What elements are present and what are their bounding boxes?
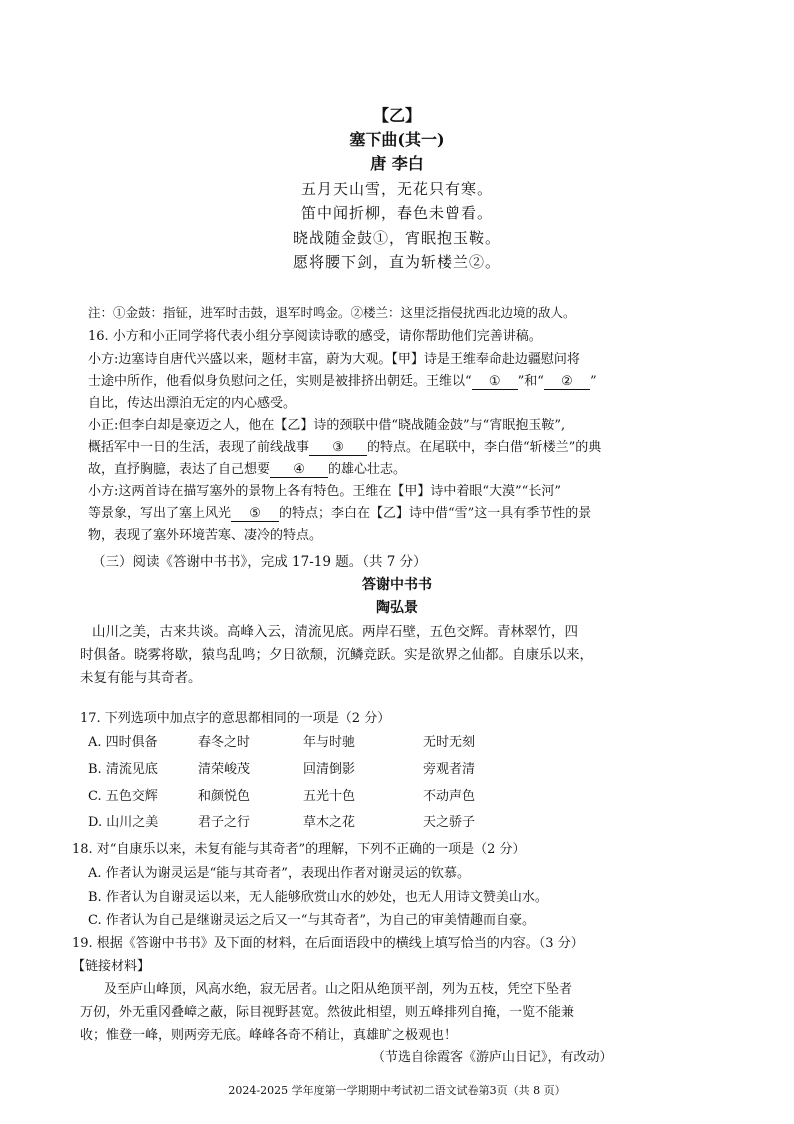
q16-text: 小方:这两首诗在描写塞外的景物上各有特色。王维在【甲】诗中着眼“大漠”“长河”: [88, 484, 561, 499]
passage-line: 未复有能与其奇者。: [80, 670, 202, 686]
q16-text: 物，表现了塞外环境苦寒、凄冷的特点。: [88, 528, 323, 543]
answer-blank[interactable]: ②: [544, 374, 590, 390]
q17-option-a[interactable]: A. 四时俱备 春冬之时 年与时驰 无时无刻: [88, 735, 476, 750]
q16-text: 小方:边塞诗自唐代兴盛以来，题材丰富，蔚为大观。【甲】诗是王维奉命赴边疆慰问将: [88, 352, 580, 367]
page-footer: 2024-2025 学年度第一学期期中考试初二语文试卷第3页（共 8 页）: [228, 1084, 566, 1097]
q16-text: 士途中所作，他看似身负慰问之任，实则是被排挤出朝廷。王维以“ ① ”和“ ② ”: [88, 374, 597, 389]
material-source: （节选自徐霞客《游庐山日记》，有改动）: [372, 1050, 613, 1065]
q18-option-b[interactable]: B. 作者认为自谢灵运以来，无人能够欣赏山水的妙处，也无人用诗文赞美山水。: [88, 890, 548, 905]
q17-option-d[interactable]: D. 山川之美 君子之行 草木之花 天之骄子: [88, 815, 476, 830]
answer-blank[interactable]: ③: [309, 440, 367, 456]
poem-line: 晓战随金鼓①，宵眠抱玉鞍。: [292, 229, 501, 247]
poem-label: 【乙】: [372, 106, 421, 125]
poem-title: 塞下曲(其一): [349, 130, 445, 149]
q16-text: 等景象，写出了塞上风光 ⑤ 的特点；李白在【乙】诗中借“雪”这一具有季节性的景: [88, 506, 592, 521]
text-author: 陶弘景: [376, 600, 418, 616]
q17-stem: 17. 下列选项中加点字的意思都相同的一项是（2 分）: [80, 711, 391, 726]
text-title: 答谢中书书: [362, 577, 432, 593]
material-line: 万仞，外无重冈叠嶂之蔽，际目视野甚宽。然彼此相望，则五峰排列自掩，一览不能兼: [80, 1005, 575, 1020]
passage-line: 时俱备。晓雾将歇，猿鸟乱鸣；夕日欲颓，沉鳞竞跃。实是欲界之仙都。自康乐以来，: [80, 647, 593, 663]
poem-line: 笛中闻折柳，春色未曾看。: [300, 204, 493, 222]
q16-stem: 16. 小方和小正同学将代表小组分享阅读诗歌的感受，请你帮助他们完善讲稿。: [88, 329, 542, 344]
poem-line: 五月天山雪，无花只有寒。: [300, 180, 493, 198]
passage-line: 山川之美，古来共谈。高峰入云，清流见底。两岸石壁，五色交辉。青林翠竹，四: [92, 624, 578, 640]
material-line: 收；惟登一峰，则两旁无底。峰峰各奇不稍让，真雄旷之极观也！: [80, 1028, 458, 1043]
link-material-label: 【链接材料】: [72, 959, 151, 974]
answer-blank[interactable]: ①: [472, 374, 518, 390]
q16-text: 概括军中一日的生活，表现了前线战事 ③ 的特点。在尾联中，李白借“斩楼兰”的典: [88, 440, 602, 455]
q18-stem: 18. 对“自康乐以来，未复有能与其奇者”的理解，下列不正确的一项是（2 分）: [72, 842, 526, 857]
q16-text: 故，直抒胸臆，表达了自己想要 ④ 的雄心壮志。: [88, 462, 407, 477]
q16-text: 小正:但李白却是豪迈之人，他在【乙】诗的颈联中借“晓战随金鼓”与“宵眠抱玉鞍”,: [88, 418, 566, 433]
poem-author: 唐 李白: [370, 154, 424, 173]
poem-note: 注：①金鼓：指钲，进军时击鼓，退军时鸣金。②楼兰：这里泛指侵扰西北边境的敌人。: [88, 305, 576, 320]
q17-option-b[interactable]: B. 清流见底 清荣峻茂 回清倒影 旁观者清: [88, 762, 476, 777]
q16-text: 自比，传达出漂泊无定的内心感受。: [88, 396, 297, 411]
poem-line: 愿将腰下剑，直为斩楼兰②。: [292, 253, 501, 271]
answer-blank[interactable]: ④: [270, 462, 328, 478]
q18-option-c[interactable]: C. 作者认为自己是继谢灵运之后又一“与其奇者”，为自己的审美情趣而自豪。: [88, 913, 536, 928]
answer-blank[interactable]: ⑤: [231, 506, 279, 522]
q18-option-a[interactable]: A. 作者认为谢灵运是“能与其奇者”，表现出作者对谢灵运的钦慕。: [88, 866, 470, 881]
q17-option-c[interactable]: C. 五色交辉 和颜悦色 五光十色 不动声色: [88, 789, 476, 804]
q19-stem: 19. 根据《答谢中书书》及下面的材料，在后面语段中的横线上填写恰当的内容。（3 分）: [72, 936, 584, 951]
section-heading: （三）阅读《答谢中书书》，完成 17-19 题。（共 7 分）: [92, 554, 427, 570]
material-line: 及至庐山峰顶，风高水绝，寂无居者。山之阳从绝顶平剖，列为五枝，凭空下坠者: [104, 982, 573, 997]
